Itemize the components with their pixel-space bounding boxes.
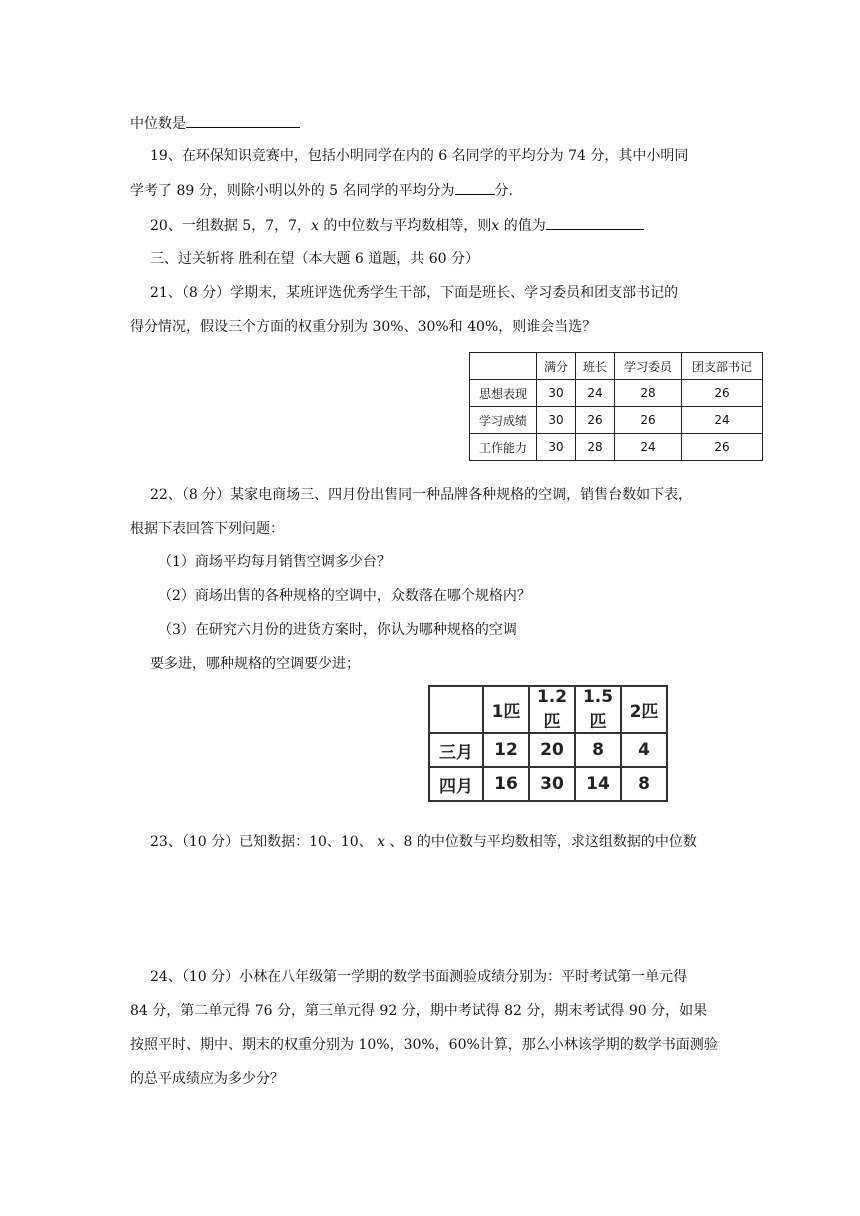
table-cell: 26 [682,434,763,461]
table-cell: 30 [537,407,576,434]
question-24-line2: 84 分，第二单元得 76 分，第三单元得 92 分，期中考试得 82 分，期末考试得 90 分，如果 [130,1003,708,1019]
table-cell: 26 [615,407,682,434]
table-cell: 团支部书记 [682,353,763,380]
answer-blank [186,113,300,128]
table-cell: 24 [682,407,763,434]
question-24-line1: 24、（10 分）小林在八年级第一学期的数学书面测验成绩分别为：平时考试第一单元得 [150,969,688,985]
question-24-line3: 按照平时、期中、期末的权重分别为 10%，30%，60%计算，那么小林该学期的数学书面测验 [130,1037,718,1053]
table-cell: 1.5匹 [575,686,621,733]
table-cell: 思想表现 [470,380,537,407]
table-cell: 8 [575,733,621,767]
table-cell: 班长 [576,353,615,380]
question-19-line2 [130,180,513,201]
table-header-row [470,353,763,380]
question-20 [150,215,644,236]
table-cell: 学习成绩 [470,407,537,434]
question-24-line4: 的总平成绩应为多少分？ [130,1071,284,1087]
table-cell: 8 [621,767,667,801]
table-row [470,380,763,407]
table-row [429,733,667,767]
table-row [470,407,763,434]
table-cell: 30 [529,767,575,801]
table-cell: 学习委员 [615,353,682,380]
answer-blank [546,215,644,230]
table-cell: 26 [576,407,615,434]
line-median-blank [130,113,300,134]
table-cell: 24 [576,380,615,407]
table-row [470,434,763,461]
variable-x: x [491,218,500,234]
table-cell: 4 [621,733,667,767]
table-aircon-sales [428,685,668,802]
table-cell: 24 [615,434,682,461]
variable-x: x [311,218,319,234]
answer-blank [455,180,495,195]
question-19-line1: 19、在环保知识竞赛中，包括小明同学在内的 6 名同学的平均分为 74 分，其中小明同 [150,148,689,164]
table-cell [429,686,483,733]
text: 学考了 89 分，则除小明以外的 5 名同学的平均分为 [130,183,455,199]
question-22-part3-cont: 要多进，哪种规格的空调要少进； [150,656,360,672]
table-cell: 26 [682,380,763,407]
question-21-line2: 得分情况，假设三个方面的权重分别为 30%、30%和 40%，则谁会当选？ [130,319,597,335]
question-21-line1: 21、（8 分）学期末，某班评选优秀学生干部，下面是班长、学习委员和团支部书记的 [150,285,679,301]
question-22-part2: （2）商场出售的各种规格的空调中，众数落在哪个规格内？ [158,588,531,604]
table-cell: 28 [615,380,682,407]
table-cell: 30 [537,380,576,407]
text: 23、（10 分）已知数据：10、10、 [150,834,378,850]
question-23 [150,832,697,852]
table-row [429,767,667,801]
table-cell: 14 [575,767,621,801]
table-cell: 28 [576,434,615,461]
question-22-part1: （1）商场平均每月销售空调多少台？ [158,554,391,570]
table-cell: 1.2匹 [529,686,575,733]
table-cell: 2匹 [621,686,667,733]
table-cell [470,353,537,380]
table-cell: 1匹 [483,686,529,733]
table-cell: 满分 [537,353,576,380]
text: 的中位数与平均数相等，则 [318,218,492,234]
table-cell: 三月 [429,733,483,767]
text: 、8 的中位数与平均数相等，求这组数据的中位数 [385,834,697,850]
table-cell: 30 [537,434,576,461]
question-22-part3: （3）在研究六月份的进货方案时，你认为哪种规格的空调 [158,622,517,638]
table-header-row [429,686,667,733]
table-cell: 工作能力 [470,434,537,461]
table-cell: 12 [483,733,529,767]
text: 分. [494,183,513,199]
table-cell: 20 [529,733,575,767]
text: 的值为 [499,218,546,234]
text: 20、一组数据 5，7，7， [150,218,311,234]
question-22-line2: 根据下表回答下列问题： [130,521,284,537]
table-cell: 16 [483,767,529,801]
text: 中位数是 [130,116,186,132]
variable-x: x [377,834,386,850]
section-3-heading: 三、过关斩将 胜利在望（本大题 6 道题，共 60 分） [150,251,479,267]
question-22-line1: 22、（8 分）某家电商场三、四月份出售同一种品牌各种规格的空调，销售台数如下表， [150,487,693,503]
table-candidate-scores [469,352,763,461]
table-cell: 四月 [429,767,483,801]
